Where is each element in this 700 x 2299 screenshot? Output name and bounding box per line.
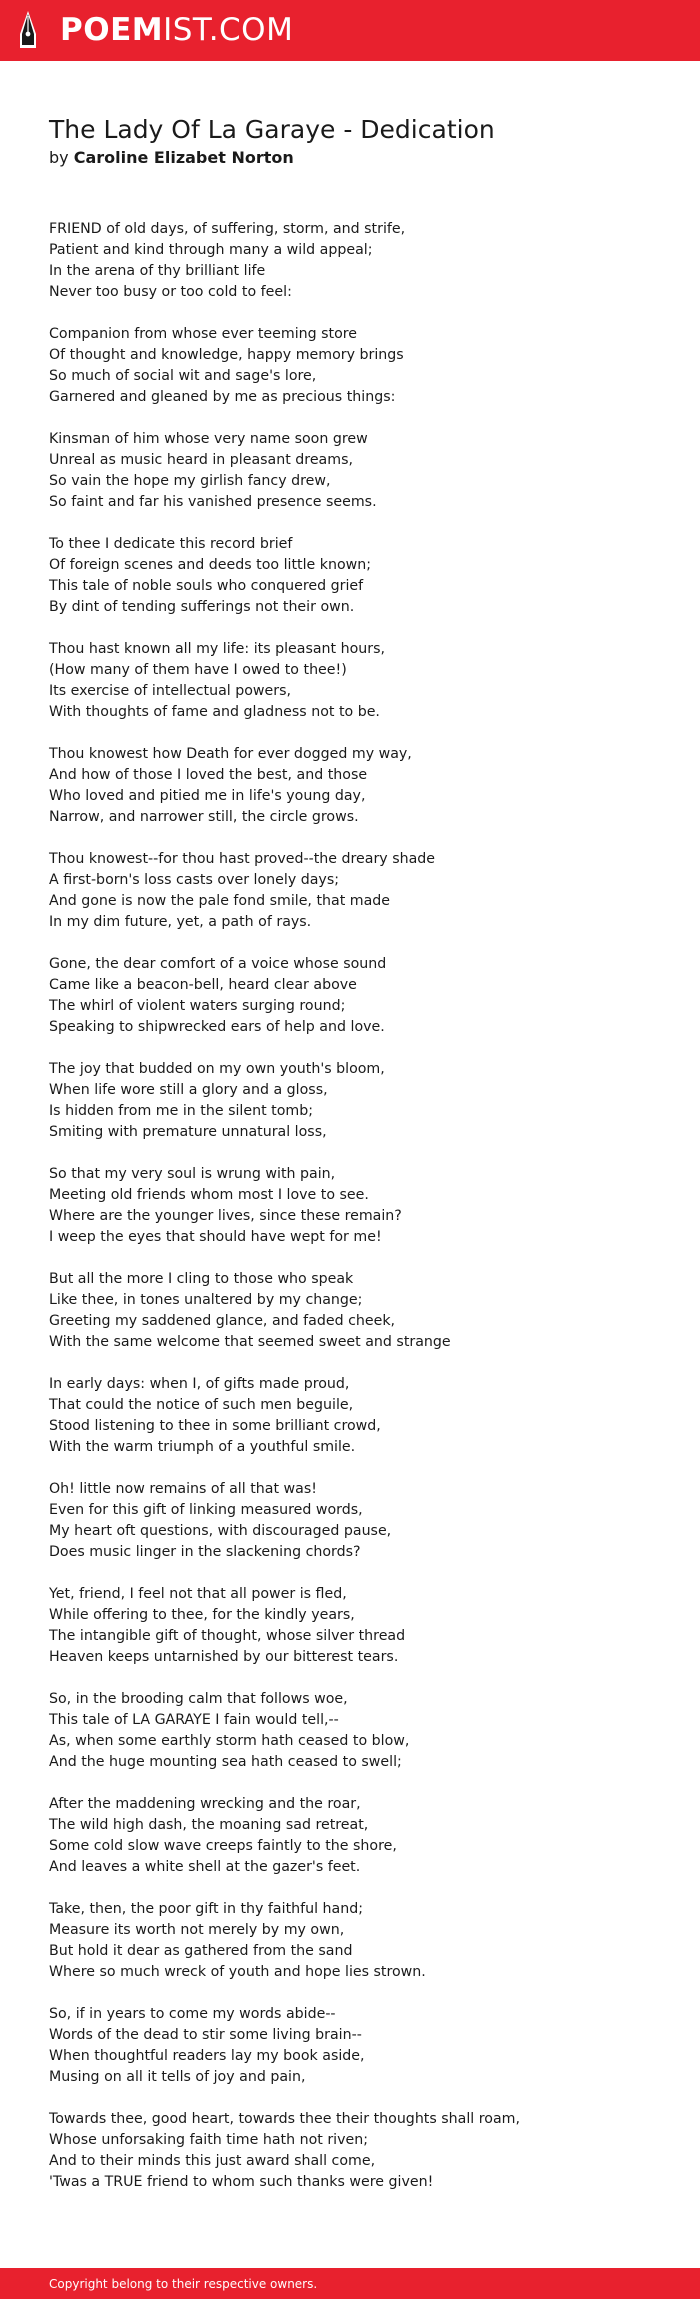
poem-line: Came like a beacon-bell, heard clear above — [49, 977, 357, 993]
stanza — [49, 849, 669, 933]
stanza — [49, 219, 669, 303]
poem-line: Stood listening to thee in some brilliant crowd, — [49, 1418, 381, 1434]
poem-line: Towards thee, good heart, towards thee their thoughts shall roam, — [49, 2111, 520, 2127]
poem-line: Thou knowest how Death for ever dogged my way, — [49, 746, 412, 762]
poem-line: Its exercise of intellectual powers, — [49, 683, 291, 699]
poem-line: With the warm triumph of a youthful smile. — [49, 1439, 356, 1455]
poem-line: Oh! little now remains of all that was! — [49, 1481, 317, 1497]
poem-line: Some cold slow wave creeps faintly to the shore, — [49, 1838, 397, 1854]
stanza — [49, 639, 669, 723]
stanza — [49, 1059, 669, 1143]
poem-line: Thou hast known all my life: its pleasant hours, — [49, 641, 386, 657]
copyright-text: Copyright belong to their respective owners. — [49, 2277, 318, 2291]
stanza — [49, 1374, 669, 1458]
poem-line: Whose unforsaking faith time hath not riven; — [49, 2132, 368, 2148]
poem-line: Companion from whose ever teeming store — [49, 326, 358, 342]
poem-line: That could the notice of such men beguile, — [49, 1397, 354, 1413]
stanza — [49, 1269, 669, 1353]
poem-line: So faint and far his vanished presence seems. — [49, 494, 377, 510]
poem-line: FRIEND of old days, of suffering, storm, and strife, — [49, 221, 406, 237]
stanza — [49, 1584, 669, 1668]
stanza — [49, 324, 669, 408]
poem-line: So that my very soul is wrung with pain, — [49, 1166, 336, 1182]
poem-line: By dint of tending sufferings not their own. — [49, 599, 355, 615]
logo-bold-text: POEM — [60, 12, 164, 48]
stanza — [49, 2109, 669, 2193]
poem-line: Never too busy or too cold to feel: — [49, 284, 292, 300]
site-logo[interactable] — [60, 11, 293, 49]
stanza — [49, 1899, 669, 1983]
logo-thin-text: IST.COM — [163, 12, 294, 48]
poem-line: So, in the brooding calm that follows woe, — [49, 1691, 348, 1707]
poem-line: When life wore still a glory and a gloss, — [49, 1082, 328, 1098]
poem-line: The intangible gift of thought, whose silver thread — [49, 1628, 406, 1644]
poem-body — [49, 219, 669, 2214]
stanza — [49, 954, 669, 1038]
poem-line: Is hidden from me in the silent tomb; — [49, 1103, 313, 1119]
poem-line: I weep the eyes that should have wept for me! — [49, 1229, 382, 1245]
site-footer — [0, 2268, 700, 2299]
poem-line: And how of those I loved the best, and those — [49, 767, 368, 783]
stanza — [49, 534, 669, 618]
poem-line: Measure its worth not merely by my own, — [49, 1922, 345, 1938]
poem-line: Garnered and gleaned by me as precious things: — [49, 389, 396, 405]
poem-line: When thoughtful readers lay my book aside, — [49, 2048, 365, 2064]
poem-title: The Lady Of La Garaye - Dedication — [49, 115, 495, 144]
poem-line: While offering to thee, for the kindly years, — [49, 1607, 355, 1623]
by-label: by — [49, 148, 69, 167]
poem-line: The whirl of violent waters surging round; — [49, 998, 346, 1014]
poem-line: Thou knowest--for thou hast proved--the dreary shade — [49, 851, 436, 867]
poem-line: My heart oft questions, with discouraged pause, — [49, 1523, 392, 1539]
stanza — [49, 2004, 669, 2088]
poem-line: So, if in years to come my words abide-- — [49, 2006, 336, 2022]
stanza — [49, 1164, 669, 1248]
pen-nib-icon[interactable] — [16, 10, 40, 50]
poem-line: Unreal as music heard in pleasant dreams, — [49, 452, 353, 468]
author-name: Caroline Elizabet Norton — [73, 148, 294, 167]
poem-line: Gone, the dear comfort of a voice whose sound — [49, 956, 387, 972]
byline — [49, 148, 294, 168]
poem-line: This tale of noble souls who conquered grief — [49, 578, 364, 594]
poem-line: And the huge mounting sea hath ceased to swell; — [49, 1754, 402, 1770]
poem-line: Kinsman of him whose very name soon grew — [49, 431, 368, 447]
poem-line: Even for this gift of linking measured words, — [49, 1502, 363, 1518]
poem-line: So vain the hope my girlish fancy drew, — [49, 473, 331, 489]
poem-line: In early days: when I, of gifts made proud, — [49, 1376, 350, 1392]
poem-line: And leaves a white shell at the gazer's feet. — [49, 1859, 361, 1875]
poem-line: Where are the younger lives, since these remain? — [49, 1208, 402, 1224]
stanza — [49, 1479, 669, 1563]
poem-line: With thoughts of fame and gladness not to be. — [49, 704, 380, 720]
poem-line: In the arena of thy brilliant life — [49, 263, 266, 279]
poem-line: Like thee, in tones unaltered by my change; — [49, 1292, 363, 1308]
poem-line: In my dim future, yet, a path of rays. — [49, 914, 312, 930]
poem-line: But all the more I cling to those who speak — [49, 1271, 354, 1287]
poem-line: (How many of them have I owed to thee!) — [49, 662, 347, 678]
poem-line: Heaven keeps untarnished by our bitterest tears. — [49, 1649, 399, 1665]
poem-line: Words of the dead to stir some living brain-- — [49, 2027, 362, 2043]
poem-line: And to their minds this just award shall come, — [49, 2153, 376, 2169]
poem-line: Narrow, and narrower still, the circle grows. — [49, 809, 359, 825]
stanza — [49, 1794, 669, 1878]
stanza — [49, 744, 669, 828]
poem-line: Take, then, the poor gift in thy faithful hand; — [49, 1901, 364, 1917]
poem-line: Who loved and pitied me in life's young day, — [49, 788, 366, 804]
stanza — [49, 1689, 669, 1773]
poem-line: Meeting old friends whom most I love to see. — [49, 1187, 369, 1203]
poem-line: To thee I dedicate this record brief — [49, 536, 293, 552]
poem-line: After the maddening wrecking and the roar, — [49, 1796, 361, 1812]
site-header — [0, 0, 700, 61]
poem-line: So much of social wit and sage's lore, — [49, 368, 317, 384]
poem-line: Of foreign scenes and deeds too little known; — [49, 557, 372, 573]
poem-line: 'Twas a TRUE friend to whom such thanks were given! — [49, 2174, 434, 2190]
poem-line: With the same welcome that seemed sweet and strange — [49, 1334, 451, 1350]
poem-line: But hold it dear as gathered from the sand — [49, 1943, 353, 1959]
poem-line: Smiting with premature unnatural loss, — [49, 1124, 327, 1140]
poem-line: This tale of LA GARAYE I fain would tell,-- — [49, 1712, 339, 1728]
poem-line: As, when some earthly storm hath ceased to blow, — [49, 1733, 410, 1749]
poem-line: Musing on all it tells of joy and pain, — [49, 2069, 306, 2085]
poem-line: Patient and kind through many a wild appeal; — [49, 242, 373, 258]
poem-line: Greeting my saddened glance, and faded cheek, — [49, 1313, 396, 1329]
poem-line: Of thought and knowledge, happy memory brings — [49, 347, 404, 363]
poem-line: Yet, friend, I feel not that all power is fled, — [49, 1586, 347, 1602]
poem-line: Where so much wreck of youth and hope lies strown. — [49, 1964, 426, 1980]
poem-line: Speaking to shipwrecked ears of help and love. — [49, 1019, 385, 1035]
poem-line: And gone is now the pale fond smile, that made — [49, 893, 391, 909]
poem-line: The wild high dash, the moaning sad retreat, — [49, 1817, 369, 1833]
stanza — [49, 429, 669, 513]
poem-line: The joy that budded on my own youth's bloom, — [49, 1061, 385, 1077]
poem-line: A first-born's loss casts over lonely days; — [49, 872, 339, 888]
poem-line: Does music linger in the slackening chords? — [49, 1544, 361, 1560]
